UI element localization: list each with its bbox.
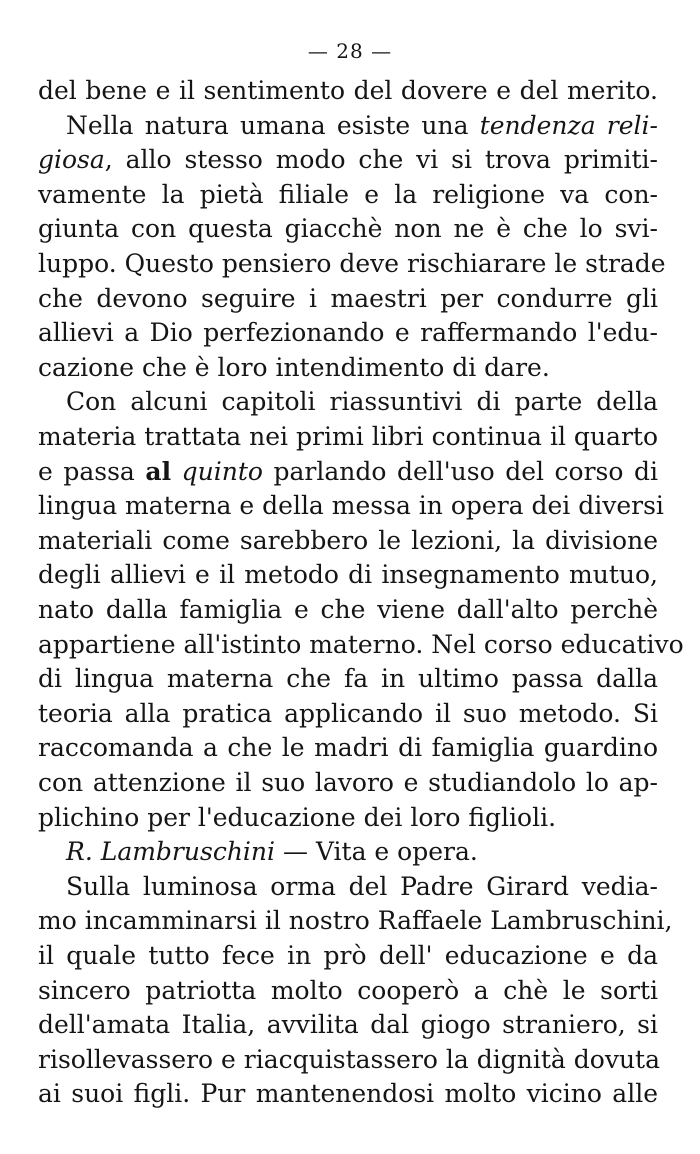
text-line: appartiene all'istinto materno. Nel corso educativo — [38, 629, 684, 659]
text-line: materiali come sarebbero le lezioni, la divisione — [38, 525, 658, 555]
text-run: giosa — [38, 145, 105, 175]
text-line: allievi a Dio perfezionando e raffermando l'edu- — [38, 318, 658, 348]
text-run: al — [145, 456, 172, 486]
text-line: risollevassero e riacquistassero la dignità dovuta — [38, 1044, 660, 1074]
text-line: con attenzione il suo lavoro e studiandolo lo ap- — [38, 768, 658, 797]
text-run: quinto — [181, 456, 263, 486]
text-line: ai suoi figli. Pur mantenendosi molto vicino alle — [38, 1079, 658, 1109]
text-line — [66, 108, 658, 144]
text-line — [38, 142, 658, 178]
text-line — [66, 834, 658, 870]
text-line — [38, 454, 658, 490]
text-run — [171, 457, 182, 486]
text-line: raccomanda a che le madri di famiglia guardino — [38, 733, 658, 763]
text-line: nato dalla famiglia e che viene dall'alto perchè — [38, 595, 658, 624]
text-line: degli allievi e il metodo di insegnamento mutuo, — [38, 560, 658, 590]
text-line: Con alcuni capitoli riassuntivi di parte della — [66, 387, 658, 417]
text-line: mo incamminarsi il nostro Raffaele Lambruschini, — [38, 906, 673, 936]
text-run: — Vita e opera. — [275, 837, 478, 867]
text-run: Nella natura umana esiste una — [66, 110, 480, 140]
text-line: vamente la pietà filiale e la religione va con- — [38, 179, 658, 209]
text-line: di lingua materna che fa in ultimo passa dalla — [38, 664, 658, 694]
text-run: e passa — [38, 456, 146, 486]
text-line: cazione che è loro intendimento di dare. — [38, 352, 550, 382]
text-run: tendenza reli- — [479, 110, 658, 140]
page-number: — 28 — — [307, 39, 393, 63]
text-line: lingua materna e della messa in opera dei diversi — [38, 491, 664, 521]
text-line: che devono seguire i maestri per condurre gli — [38, 283, 658, 313]
text-run: R. Lambruschini — [66, 837, 276, 867]
text-line: luppo. Questo pensiero deve rischiarare le strade — [38, 249, 666, 278]
text-run: parlando dell'uso del corso di — [262, 456, 658, 486]
text-line: sincero patriotta molto cooperò a chè le sorti — [38, 975, 658, 1005]
text-line: del bene e il sentimento del dovere e del merito. — [38, 76, 658, 105]
text-line: dell'amata Italia, avvilita dal giogo straniero, si — [38, 1010, 658, 1040]
text-line: il quale tutto fece in prò dell' educazione e da — [38, 941, 658, 970]
text-line: materia trattata nei primi libri continua il quarto — [38, 422, 658, 451]
text-line: teoria alla pratica applicando il suo metodo. Si — [38, 698, 658, 728]
text-line: plichino per l'educazione dei loro figlioli. — [38, 802, 557, 832]
text-line: giunta con questa giacchè non ne è che lo svi- — [38, 214, 658, 244]
text-line: Sulla luminosa orma del Padre Girard vedia- — [66, 871, 658, 901]
text-run: , allo stesso modo che vi si trova primiti- — [104, 145, 658, 175]
